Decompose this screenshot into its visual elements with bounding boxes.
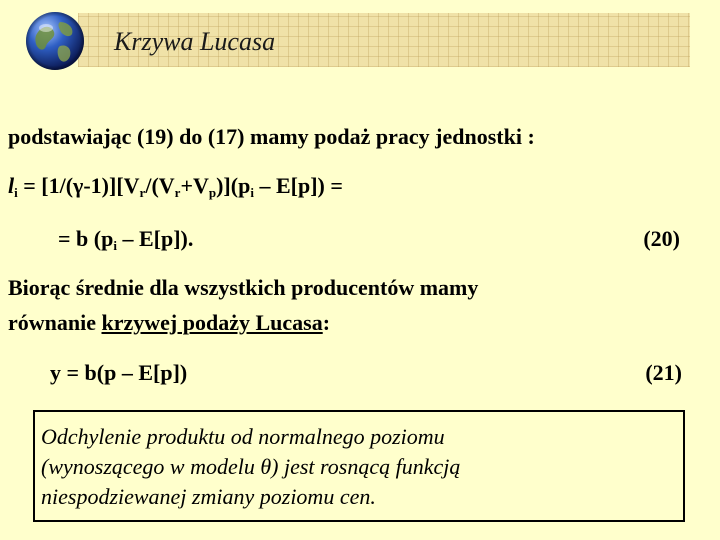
paragraph-text: równanie (8, 310, 102, 335)
eq2-part: = b (p (58, 226, 114, 251)
paragraph-text: : (322, 310, 331, 335)
eq2-part: – E[p]). (116, 226, 194, 251)
intro-line: podstawiając (19) do (17) mamy podaż pracy jednostki : (8, 124, 535, 149)
equation-line-2 (58, 226, 193, 252)
paragraph-line-1: Biorąc średnie dla wszystkich producentów mamy (8, 275, 479, 300)
eq2-sub: i (113, 238, 117, 253)
equation-line-3: y = b(p – E[p]) (50, 360, 188, 385)
eq1-lhs-var: l (8, 173, 15, 198)
callout-line: (wynoszącego w modelu θ) jest rosnącą funkcją (41, 454, 461, 479)
equation-number-21: (21) (645, 360, 682, 385)
eq1-part: = [1/(γ-1)][V (17, 173, 140, 198)
lucas-curve-link[interactable]: krzywej podaży Lucasa (101, 310, 323, 335)
eq1-lhs-sub: i (14, 185, 18, 200)
eq1-part: )](p (216, 173, 251, 198)
callout-line: niespodziewanej zmiany poziomu cen. (41, 484, 376, 509)
eq1-part: /(V (145, 173, 175, 198)
eq1-part: – E[p]) = (253, 173, 343, 198)
eq1-sub: r (139, 185, 146, 200)
eq1-sub: i (250, 185, 254, 200)
eq1-sub: p (208, 185, 217, 200)
callout-box (33, 410, 685, 522)
equation-number-20: (20) (643, 226, 680, 251)
eq1-sub: r (174, 185, 181, 200)
paragraph-line-2 (8, 310, 330, 336)
globe-icon (24, 10, 86, 72)
eq1-part: +V (180, 173, 209, 198)
slide-title: Krzywa Lucasa (114, 27, 276, 56)
equation-line-1 (8, 173, 343, 199)
callout-line: Odchylenie produktu od normalnego poziomu (41, 424, 445, 449)
